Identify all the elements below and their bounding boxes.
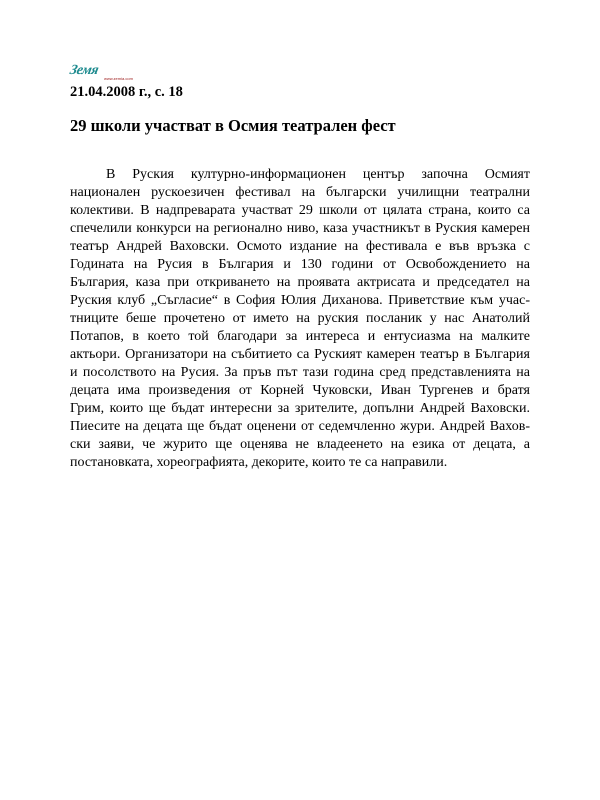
article-line: ски заяви, че журито ще оценява не владеенето на езика от децата, а: [70, 437, 530, 452]
article-line: театър Андрей Ваховски. Осмото издание на фестивала е във връзка с: [70, 239, 530, 254]
article-line: постановката, хореографията, декорите, които те са направили.: [70, 455, 448, 470]
article-line: Пиесите на децата ще бъдат оценени от седемчленно жури. Андрей Вахов-: [70, 419, 530, 434]
article-line: национален рускоезичен фестивал на български училищни театрални: [70, 185, 530, 200]
article-line: и посолството на Русия. За пръв път тази година сред представленията на: [70, 365, 530, 380]
logo-wordmark: Земя: [68, 63, 100, 78]
article-line: спечелили конкурси на регионално ниво, каза участникът в Руския камерен: [70, 221, 530, 236]
article-line: колективи. В надпреварата участват 29 школи от цялата страна, които са: [70, 203, 530, 218]
article-line: тниците беше прочетено от името на руския посланик у нас Анатолий: [70, 311, 530, 326]
article-line: децата има произведения от Корней Чуковски, Иван Тургенев и братя: [70, 383, 530, 398]
article-line: актьори. Организатори на събитието са Руският камерен театър в България: [70, 347, 530, 362]
article-line: Грим, които ще бъдат интересни за зрителите, допълни Андрей Ваховски.: [70, 401, 530, 416]
date-and-page: 21.04.2008 г., с. 18: [70, 84, 183, 100]
newspaper-logo: [70, 64, 132, 82]
article-line: Руския клуб „Съгласие“ в София Юлия Диханова. Приветствие към учас-: [70, 293, 530, 308]
logo-url: www.zemia.com: [104, 76, 133, 81]
article-headline: 29 школи участват в Осмия театрален фест: [70, 116, 396, 135]
article-line: В Руския културно-информационен център започна Осмият: [106, 167, 530, 182]
article-line: Годината на Русия в България и 130 години от Освобождението на: [70, 257, 530, 272]
article-line: Потапов, в което той благодари за интереса и ентусиазма на малките: [70, 329, 530, 344]
article-line: България, каза при откриването на проявата актрисата и председател на: [70, 275, 530, 290]
article-body: [70, 166, 530, 472]
